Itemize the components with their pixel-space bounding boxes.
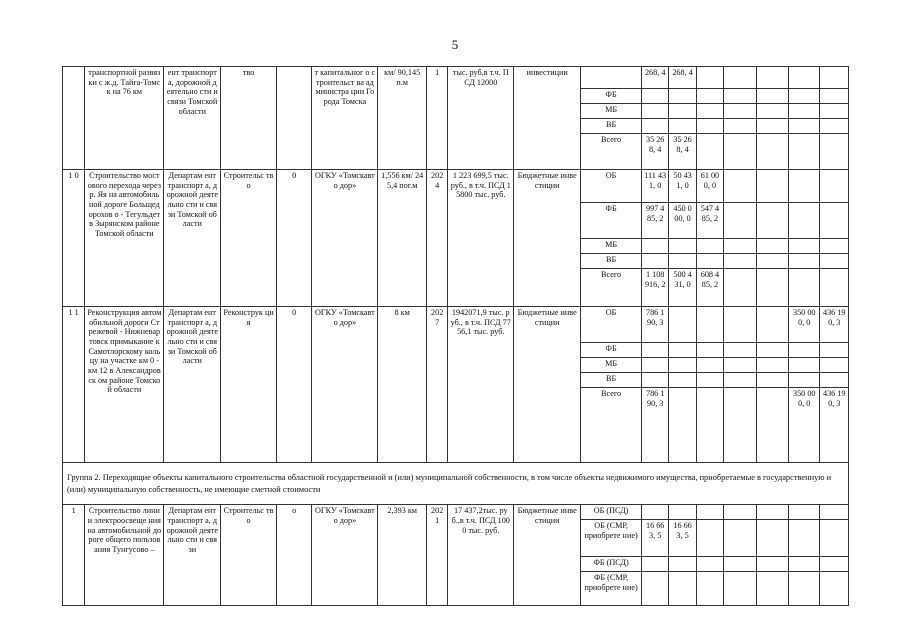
amount-cell bbox=[642, 104, 669, 119]
object-name-cell: транспортной развязки с ж.д. Тайга-Томск на 76 км bbox=[85, 67, 164, 170]
amount-cell bbox=[820, 520, 849, 557]
source-label: ФБ bbox=[581, 203, 642, 239]
amount-cell bbox=[642, 557, 669, 572]
amount-cell bbox=[756, 254, 788, 269]
amount-cell bbox=[642, 239, 669, 254]
customer-cell: Департам ент транспорт а, дорожной деятельно сти и связи Томской области bbox=[164, 170, 221, 307]
source-label: Всего bbox=[581, 269, 642, 307]
amount-cell bbox=[696, 254, 723, 269]
amount-cell bbox=[696, 67, 723, 89]
amount-cell: 450 000, 0 bbox=[669, 203, 696, 239]
object-name-cell: Реконструкция автомобильной дороги Стрежевой - Нижневартовск примыкание к Самотлорскому кольцу на участке км 0 - км 12 в Александровск ом районе Томской области bbox=[85, 307, 164, 463]
work-type-cell: Строительс тво bbox=[221, 505, 277, 606]
amount-cell bbox=[724, 388, 756, 463]
amount-cell: 500 431, 0 bbox=[669, 269, 696, 307]
table-row bbox=[63, 505, 849, 520]
source-label: Всего bbox=[581, 388, 642, 463]
source-label: ВБ bbox=[581, 254, 642, 269]
amount-cell: 35 268, 4 bbox=[669, 134, 696, 170]
amount-cell bbox=[696, 520, 723, 557]
amount-cell bbox=[669, 505, 696, 520]
source-label: МБ bbox=[581, 104, 642, 119]
amount-cell bbox=[696, 239, 723, 254]
table-body bbox=[63, 67, 849, 606]
customer-cell: Департам ент транспорт а, дорожной деятельно сти и связи bbox=[164, 505, 221, 606]
amount-cell bbox=[724, 505, 756, 520]
amount-cell bbox=[724, 269, 756, 307]
amount-cell bbox=[789, 269, 820, 307]
funding-type-cell: Бюджетные инвестиции bbox=[514, 505, 581, 606]
amount-cell bbox=[789, 239, 820, 254]
amount-cell bbox=[789, 203, 820, 239]
customer-cell: Департам ент транспорт а, дорожной деятельно сти и связи Томской области bbox=[164, 307, 221, 463]
amount-cell: 350 000, 0 bbox=[789, 307, 820, 343]
amount-cell bbox=[724, 358, 756, 373]
customer-cell: ент транспорт а, дорожной деятельно сти и связи Томской области bbox=[164, 67, 221, 170]
amount-cell: 111 431, 0 bbox=[642, 170, 669, 203]
zero-cell: 0 bbox=[276, 170, 311, 307]
amount-cell bbox=[756, 67, 788, 89]
amount-cell bbox=[820, 89, 849, 104]
number-cell: 1 1 bbox=[63, 307, 85, 463]
amount-cell bbox=[820, 170, 849, 203]
object-name-cell: Строительство мостового перехода через р. Яя на автомобильной дороге Больщедорохов о - Тегульдет в Зырянском районе Томской области bbox=[85, 170, 164, 307]
amount-cell bbox=[724, 343, 756, 358]
amount-cell bbox=[756, 388, 788, 463]
year-cell: 202 7 bbox=[427, 307, 448, 463]
amount-cell bbox=[820, 269, 849, 307]
amount-cell: 608 485, 2 bbox=[696, 269, 723, 307]
amount-cell bbox=[756, 358, 788, 373]
builder-cell: ОГКУ «Томскавто дор» bbox=[312, 505, 378, 606]
amount-cell: 786 190, 3 bbox=[642, 307, 669, 343]
amount-cell bbox=[642, 119, 669, 134]
page-number: 5 bbox=[451, 37, 459, 52]
amount-cell bbox=[724, 203, 756, 239]
amount-cell: 436 190, 3 bbox=[820, 307, 849, 343]
amount-cell bbox=[820, 119, 849, 134]
amount-cell: 50 431, 0 bbox=[669, 170, 696, 203]
amount-cell bbox=[642, 89, 669, 104]
source-label bbox=[581, 67, 642, 89]
amount-cell: 350 000, 0 bbox=[789, 388, 820, 463]
amount-cell bbox=[696, 89, 723, 104]
amount-cell bbox=[669, 388, 696, 463]
amount-cell bbox=[724, 170, 756, 203]
table-row bbox=[63, 170, 849, 203]
amount-cell: 786 190, 3 bbox=[642, 388, 669, 463]
source-label: ФБ (ПСД) bbox=[581, 557, 642, 572]
amount-cell bbox=[724, 373, 756, 388]
amount-cell bbox=[756, 170, 788, 203]
amount-cell bbox=[724, 307, 756, 343]
amount-cell bbox=[756, 373, 788, 388]
amount-cell: 997 485, 2 bbox=[642, 203, 669, 239]
amount-cell bbox=[789, 520, 820, 557]
work-type-cell: тво bbox=[221, 67, 277, 170]
table-row bbox=[63, 67, 849, 89]
amount-cell: 16 663, 5 bbox=[669, 520, 696, 557]
amount-cell bbox=[724, 572, 756, 606]
source-label: ВБ bbox=[581, 373, 642, 388]
funding-type-cell: Бюджетные инвестиции bbox=[514, 170, 581, 307]
amount-cell: 547 485, 2 bbox=[696, 203, 723, 239]
amount-cell bbox=[669, 119, 696, 134]
amount-cell bbox=[669, 254, 696, 269]
amount-cell: 35 268, 4 bbox=[642, 134, 669, 170]
number-cell: 1 bbox=[63, 505, 85, 606]
amount-cell bbox=[696, 343, 723, 358]
amount-cell bbox=[669, 307, 696, 343]
amount-cell: 16 663, 5 bbox=[642, 520, 669, 557]
amount-cell bbox=[642, 343, 669, 358]
amount-cell bbox=[820, 557, 849, 572]
work-type-cell: Строительс тво bbox=[221, 170, 277, 307]
source-label: ВБ bbox=[581, 119, 642, 134]
amount-cell bbox=[820, 343, 849, 358]
amount-cell bbox=[642, 505, 669, 520]
amount-cell bbox=[789, 89, 820, 104]
source-label: ОБ bbox=[581, 307, 642, 343]
capacity-cell: 1,556 км/ 245,4 пог.м bbox=[378, 170, 427, 307]
amount-cell bbox=[789, 254, 820, 269]
amount-cell: 268, 4 bbox=[642, 67, 669, 89]
amount-cell bbox=[696, 373, 723, 388]
cost-cell: 17 437,2тыс. руб.,в т.ч. ПСД 1000 тыс. руб. bbox=[448, 505, 514, 606]
amount-cell bbox=[789, 119, 820, 134]
amount-cell bbox=[696, 358, 723, 373]
group-header-row bbox=[63, 463, 849, 505]
number-cell bbox=[63, 67, 85, 170]
source-label: ФБ bbox=[581, 89, 642, 104]
year-cell: 1 bbox=[427, 67, 448, 170]
amount-cell bbox=[789, 67, 820, 89]
amount-cell bbox=[789, 343, 820, 358]
group-title: Группа 2. Переходящие объекты капитального строительства областной государственной и (или) муниципальной собственности, в том числе объекты недвижимого имущества, приобретаемые в государственную и (или) муниципальную собственность, не имеющие сметной стоимости bbox=[63, 463, 849, 505]
amount-cell bbox=[724, 119, 756, 134]
amount-cell bbox=[789, 373, 820, 388]
source-label: ФБ (СМР, приобрете ние) bbox=[581, 572, 642, 606]
amount-cell bbox=[756, 307, 788, 343]
amount-cell bbox=[696, 119, 723, 134]
amount-cell bbox=[820, 254, 849, 269]
amount-cell bbox=[669, 572, 696, 606]
amount-cell bbox=[820, 239, 849, 254]
amount-cell bbox=[820, 134, 849, 170]
amount-cell bbox=[789, 358, 820, 373]
builder-cell: т капитальног о строительст ва администра ции Города Томска bbox=[312, 67, 378, 170]
amount-cell bbox=[820, 104, 849, 119]
source-label: МБ bbox=[581, 358, 642, 373]
amount-cell bbox=[696, 104, 723, 119]
amount-cell bbox=[820, 572, 849, 606]
amount-cell bbox=[756, 520, 788, 557]
amount-cell bbox=[756, 89, 788, 104]
amount-cell bbox=[696, 572, 723, 606]
source-label: ОБ (СМР, приобрете ние) bbox=[581, 520, 642, 557]
amount-cell bbox=[756, 239, 788, 254]
amount-cell bbox=[696, 505, 723, 520]
amount-cell bbox=[756, 343, 788, 358]
funding-type-cell: инвестиции bbox=[514, 67, 581, 170]
amount-cell: 61 000, 0 bbox=[696, 170, 723, 203]
amount-cell bbox=[789, 134, 820, 170]
cost-cell: 1942071,9 тыс. руб., в т.ч. ПСД 7756,1 тыс. руб. bbox=[448, 307, 514, 463]
amount-cell bbox=[669, 239, 696, 254]
amount-cell bbox=[669, 104, 696, 119]
amount-cell bbox=[696, 388, 723, 463]
amount-cell bbox=[669, 89, 696, 104]
object-name-cell: Строительство линии электроосвеще ния на автомобильной дороге общего пользования Тунгусово – bbox=[85, 505, 164, 606]
amount-cell bbox=[789, 572, 820, 606]
source-label: ФБ bbox=[581, 343, 642, 358]
amount-cell bbox=[642, 572, 669, 606]
capacity-cell: 8 км bbox=[378, 307, 427, 463]
amount-cell bbox=[756, 269, 788, 307]
amount-cell bbox=[756, 557, 788, 572]
amount-cell bbox=[669, 373, 696, 388]
builder-cell: ОГКУ «Томскавто дор» bbox=[312, 307, 378, 463]
amount-cell bbox=[724, 67, 756, 89]
capacity-cell: км/ 90,145 п.м bbox=[378, 67, 427, 170]
work-type-cell: Реконструк ция bbox=[221, 307, 277, 463]
amount-cell bbox=[789, 505, 820, 520]
amount-cell bbox=[724, 239, 756, 254]
amount-cell bbox=[756, 203, 788, 239]
amount-cell: 1 108 916, 2 bbox=[642, 269, 669, 307]
amount-cell: 436 190, 3 bbox=[820, 388, 849, 463]
cost-cell: 1 223 699,5 тыс. руб., в т.ч. ПСД 15800 тыс. руб. bbox=[448, 170, 514, 307]
amount-cell bbox=[724, 134, 756, 170]
source-label: МБ bbox=[581, 239, 642, 254]
funding-type-cell: Бюджетные инвестиции bbox=[514, 307, 581, 463]
amount-cell bbox=[789, 170, 820, 203]
amount-cell bbox=[756, 104, 788, 119]
amount-cell bbox=[724, 557, 756, 572]
capacity-cell: 2,393 км bbox=[378, 505, 427, 606]
amount-cell bbox=[756, 119, 788, 134]
amount-cell bbox=[696, 134, 723, 170]
amount-cell bbox=[820, 203, 849, 239]
amount-cell bbox=[756, 572, 788, 606]
amount-cell bbox=[820, 373, 849, 388]
amount-cell bbox=[724, 254, 756, 269]
amount-cell bbox=[724, 520, 756, 557]
amount-cell bbox=[696, 307, 723, 343]
amount-cell bbox=[756, 134, 788, 170]
zero-cell: 0 bbox=[276, 307, 311, 463]
table-row bbox=[63, 307, 849, 343]
amount-cell bbox=[642, 373, 669, 388]
year-cell: 202 4 bbox=[427, 170, 448, 307]
source-label: Всего bbox=[581, 134, 642, 170]
source-label: ОБ (ПСД) bbox=[581, 505, 642, 520]
amount-cell bbox=[642, 254, 669, 269]
amount-cell bbox=[669, 343, 696, 358]
amount-cell bbox=[696, 557, 723, 572]
amount-cell bbox=[820, 505, 849, 520]
year-cell: 202 1 bbox=[427, 505, 448, 606]
amount-cell bbox=[789, 557, 820, 572]
amount-cell bbox=[820, 67, 849, 89]
amount-cell bbox=[789, 104, 820, 119]
zero-cell: о bbox=[276, 505, 311, 606]
amount-cell bbox=[756, 505, 788, 520]
empty-cell bbox=[276, 67, 311, 170]
amount-cell: 268, 4 bbox=[669, 67, 696, 89]
investment-table bbox=[62, 66, 849, 606]
cost-cell: тыс. руб,в т.ч. ПСД 12000 bbox=[448, 67, 514, 170]
number-cell: 1 0 bbox=[63, 170, 85, 307]
amount-cell bbox=[642, 358, 669, 373]
amount-cell bbox=[669, 358, 696, 373]
source-label: ОБ bbox=[581, 170, 642, 203]
amount-cell bbox=[669, 557, 696, 572]
amount-cell bbox=[820, 358, 849, 373]
amount-cell bbox=[724, 104, 756, 119]
builder-cell: ОГКУ «Томскавто дор» bbox=[312, 170, 378, 307]
amount-cell bbox=[724, 89, 756, 104]
